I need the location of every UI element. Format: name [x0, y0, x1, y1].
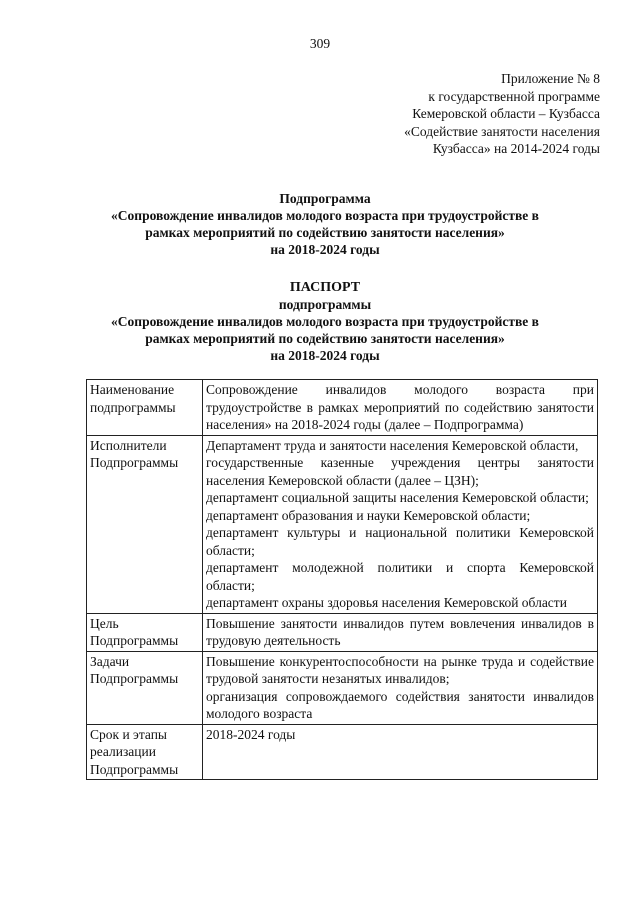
title-line: рамках мероприятий по содействию занятости населения» — [145, 225, 505, 240]
title-line: рамках мероприятий по содействию занятости населения» — [145, 331, 505, 346]
subprogram-title — [60, 190, 590, 258]
appendix-line: Кемеровской области – Кузбасса — [412, 106, 600, 121]
title-line: на 2018-2024 годы — [270, 242, 380, 257]
row-label: Срок и этапы реализации Подпрограммы — [87, 724, 203, 780]
value-paragraph: департамент культуры и национальной политики Кемеровской области; — [206, 525, 594, 558]
row-label: Исполнители Подпрограммы — [87, 435, 203, 613]
table-row — [87, 613, 598, 651]
row-value — [203, 435, 598, 613]
value-paragraph: Повышение конкурентоспособности на рынке труда и содействие трудовой занятости незанятых инвалидов; — [206, 653, 594, 686]
value-paragraph: Повышение занятости инвалидов путем вовлечения инвалидов в трудовую деятельность — [206, 615, 594, 648]
value-paragraph: департамент образования и науки Кемеровской области; — [206, 507, 531, 523]
passport-title — [60, 279, 590, 364]
value-paragraph: департамент молодежной политики и спорта Кемеровской области; — [206, 560, 594, 593]
row-value — [203, 613, 598, 651]
passport-heading: ПАСПОРТ — [289, 280, 361, 295]
value-paragraph: департамент социальной защиты населения Кемеровской области; — [206, 490, 589, 505]
row-value — [203, 380, 598, 436]
table-row — [87, 651, 598, 724]
appendix-line: «Содействие занятости населения — [404, 123, 600, 139]
table-row — [87, 435, 598, 613]
value-paragraph: департамент охраны здоровья населения Кемеровской области — [206, 595, 567, 610]
title-line: подпрограммы — [278, 297, 372, 312]
value-paragraph: государственные казенные учреждения центры занятости населения Кемеровской области (далее – ЦЗН); — [206, 455, 594, 488]
row-label: Задачи Подпрограммы — [87, 651, 203, 724]
appendix-line: Кузбасса» на 2014-2024 годы — [432, 141, 600, 156]
row-label: Цель Подпрограммы — [87, 613, 203, 651]
row-value — [203, 651, 598, 724]
appendix-header — [300, 70, 600, 158]
page-number: 309 — [309, 36, 331, 51]
table-row — [87, 380, 598, 436]
title-line: на 2018-2024 годы — [270, 348, 380, 363]
title-line: Подпрограмма — [279, 191, 371, 206]
value-paragraph: 2018-2024 годы — [206, 726, 296, 742]
value-paragraph: Сопровождение инвалидов молодого возраста при трудоустройстве в рамках мероприятий по содействию занятости населения» на 2018-2024 годы (далее – Подпрограмма) — [206, 382, 594, 432]
appendix-line: к государственной программе — [428, 88, 600, 104]
title-line: «Сопровождение инвалидов молодого возраста при трудоустройстве в — [111, 208, 539, 223]
table-row — [87, 724, 598, 780]
row-value — [203, 724, 598, 780]
value-paragraph: организация сопровождаемого содействия занятости инвалидов молодого возраста — [206, 688, 594, 721]
title-line: «Сопровождение инвалидов молодого возраста при трудоустройстве в — [111, 314, 539, 329]
value-paragraph: Департамент труда и занятости населения Кемеровской области, — [206, 437, 579, 453]
appendix-line: Приложение № 8 — [501, 71, 600, 86]
row-label: Наименование подпрограммы — [87, 380, 203, 436]
passport-table — [86, 379, 598, 780]
